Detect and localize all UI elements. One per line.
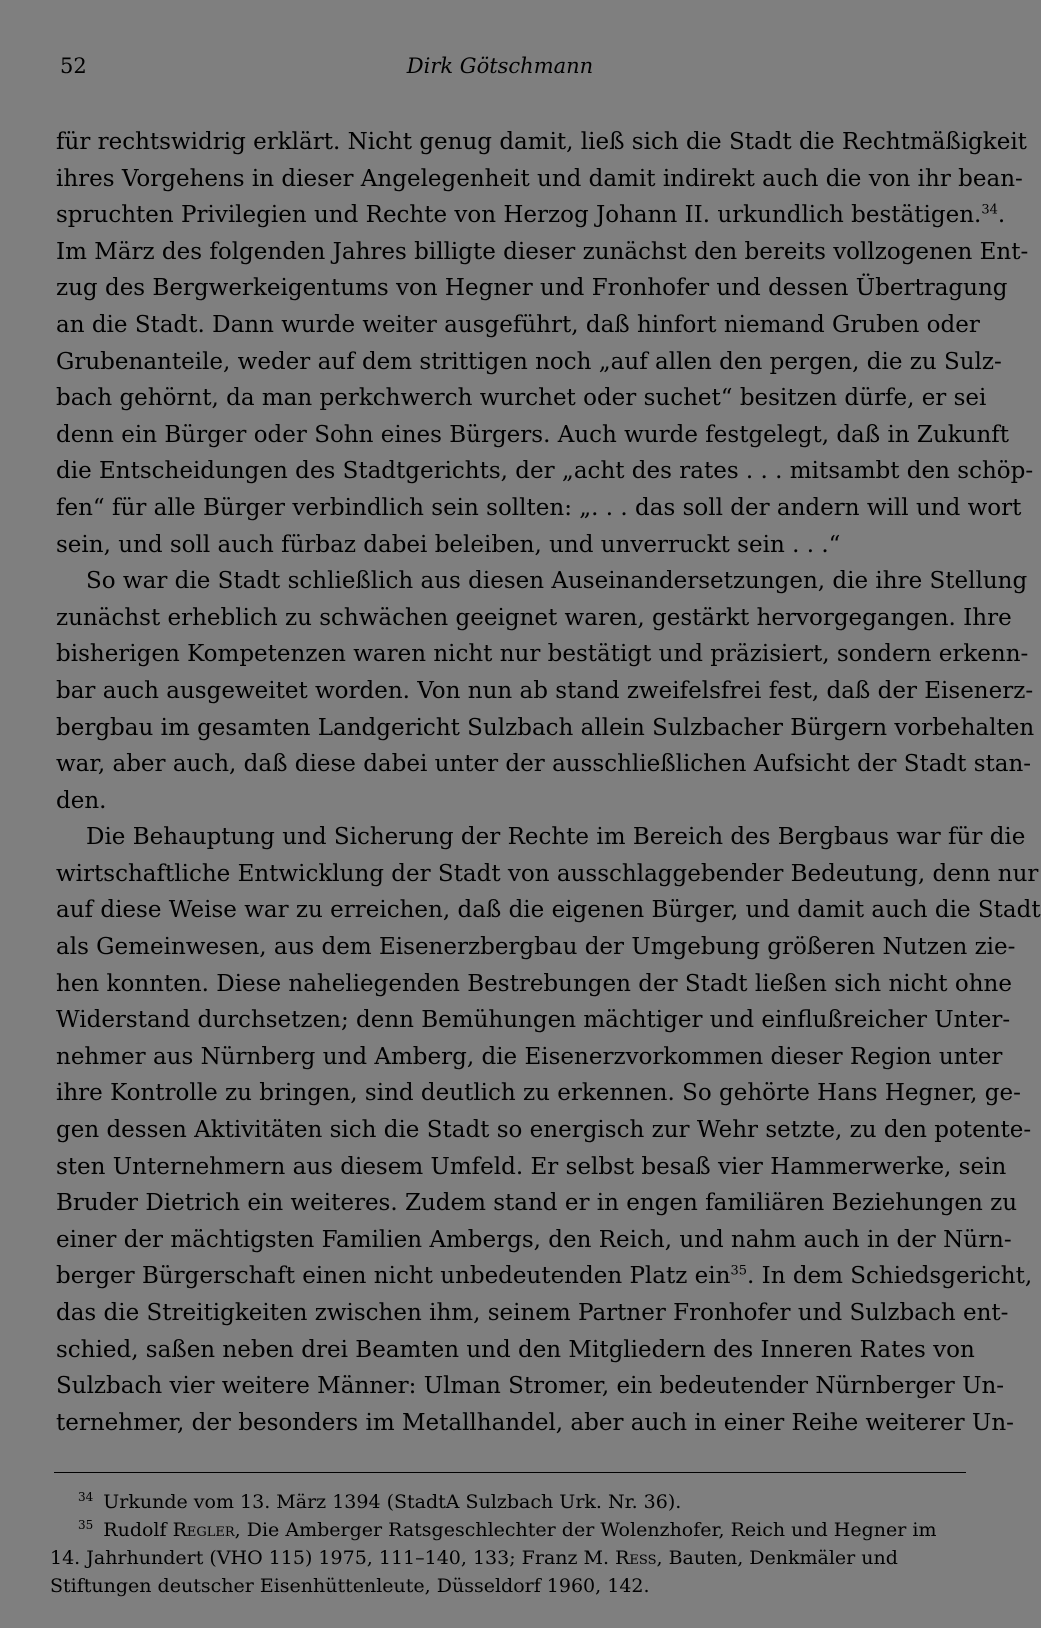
text-line-content: war, aber auch, daß diese dabei unter der ausschließlichen Aufsicht der Stadt stan- <box>56 751 1032 778</box>
text-line <box>56 710 1035 747</box>
text-line <box>56 1075 1021 1112</box>
text-line-continuation: . <box>997 202 1006 229</box>
text-line-content: Bruder Dietrich ein weiteres. Zudem stand er in engen familiären Beziehungen zu <box>56 1190 1018 1217</box>
text-line-content: gen dessen Aktivitäten sich die Stadt so energisch zur Wehr setzte, zu den potente- <box>56 1117 1032 1144</box>
footnote-author-name: Ress <box>615 1547 657 1569</box>
text-line-content: bach gehörnt, da man perkchwerch wurchet oder suchet“ besitzen dürfe, er sei <box>56 385 987 412</box>
text-line <box>56 929 1016 966</box>
text-line-content: wirtschaftliche Entwicklung der Stadt von ausschlaggebender Bedeutung, denn nur <box>56 860 1039 887</box>
footnote-text: , Die Amberger Ratsgeschlechter der Wolenzhofer, Reich und Hegner im <box>234 1519 937 1541</box>
text-line-content: sein, und soll auch fürbaz dabei beleiben, und unverruckt sein . . .“ <box>56 531 841 558</box>
text-line-content: das die Streitigkeiten zwischen ihm, seinem Partner Fronhofer und Sulzbach ent- <box>56 1300 1009 1326</box>
footnote-author-name: Regler <box>172 1519 235 1541</box>
text-line-content: Widerstand durchsetzen; denn Bemühungen mächtiger und einflußreicher Unter- <box>56 1007 1011 1034</box>
text-line-content: fen“ für alle Bürger verbindlich sein sollten: „. . . das soll der andern will und wort <box>56 494 1022 521</box>
text-line-content: sten Unternehmern aus diesem Umfeld. Er selbst besaß vier Hammerwerke, sein <box>56 1153 1007 1180</box>
text-line-content: als Gemeinwesen, aus dem Eisenerzbergbau der Umgebung größeren Nutzen zie- <box>56 934 1016 961</box>
text-line <box>56 1112 1032 1149</box>
text-line <box>56 600 1012 637</box>
text-line <box>56 1222 1012 1259</box>
footnote-35-continued <box>50 1544 970 1572</box>
text-line-content: Im März des folgenden Jahres billigte dieser zunächst den bereits vollzogenen Ent- <box>56 238 1029 265</box>
text-line-content: auf diese Weise war zu erreichen, daß die eigenen Bürger, und damit auch die Stadt <box>56 897 1041 924</box>
text-line <box>56 1332 975 1369</box>
footnote-reference: 35 <box>730 1263 747 1279</box>
text-line-content: ihres Vorgehens in dieser Angelegenheit und damit indirekt auch die von ihr bean- <box>56 165 1023 192</box>
text-line <box>56 1295 1009 1332</box>
text-line <box>56 344 1002 381</box>
text-line <box>56 490 1022 527</box>
text-line-content: für rechtswidrig erklärt. Nicht genug damit, ließ sich die Stadt die Rechtmäßigkeit <box>56 129 1027 155</box>
text-line <box>56 1002 1011 1039</box>
footnote-mark: 35 <box>78 1517 94 1532</box>
running-head-author: Dirk Götschmann <box>406 54 594 78</box>
footnote-35-continued <box>50 1572 970 1600</box>
text-line-content: So war die Stadt schließlich aus diesen Auseinandersetzungen, die ihre Stellung <box>86 568 1028 595</box>
text-line-content: Sulzbach vier weitere Männer: Ulman Stromer, ein bedeutender Nürnberger Un- <box>56 1373 1005 1400</box>
footnote-separator <box>54 1472 966 1473</box>
text-line <box>56 527 970 564</box>
text-line <box>56 1405 1014 1442</box>
text-line-content: nehmer aus Nürnberg und Amberg, die Eisenerzvorkommen dieser Region unter <box>56 1043 1003 1070</box>
text-line-content: an die Stadt. Dann wurde weiter ausgeführt, daß hinfort niemand Gruben oder <box>56 311 980 338</box>
text-line-content: ternehmer, der besonders im Metallhandel, aber auch in einer Reihe weiterer Un- <box>56 1409 1014 1436</box>
footnotes <box>50 1488 970 1600</box>
text-line-content: ihre Kontrolle zu bringen, sind deutlich zu erkennen. So gehörte Hans Hegner, ge- <box>56 1080 1021 1107</box>
text-line-content: die Entscheidungen des Stadtgerichts, der „acht des rates . . . mitsambt den schöp- <box>56 458 1034 485</box>
text-line <box>56 417 1010 454</box>
text-line <box>56 453 1034 490</box>
text-line <box>56 1149 1007 1186</box>
text-line-content: hen konnten. Diese naheliegenden Bestrebungen der Stadt ließen sich nicht ohne <box>56 970 1012 997</box>
text-line <box>56 636 1029 673</box>
footnote-35 <box>50 1516 970 1544</box>
text-line <box>56 1258 1033 1295</box>
text-line-content: spruchten Privilegien und Rechte von Herzog Johann II. urkundlich bestätigen. <box>56 202 982 229</box>
footnote-text: 14. Jahrhundert (VHO 115) 1975, 111–140, 133; Franz M. <box>50 1547 616 1569</box>
text-line-content: schied, saßen neben drei Beamten und den Mitgliedern des Inneren Rates von <box>56 1336 975 1363</box>
text-line-content: einer der mächtigsten Familien Ambergs, den Reich, und nahm auch in der Nürn- <box>56 1226 1012 1253</box>
text-line <box>56 746 1032 783</box>
text-line <box>56 234 1029 271</box>
text-line <box>56 380 987 417</box>
text-line-content: Grubenanteile, weder auf dem strittigen noch „auf allen den pergen, die zu Sulz- <box>56 348 1002 375</box>
text-line <box>56 124 1027 161</box>
text-line <box>56 673 1034 710</box>
page-header <box>60 54 940 84</box>
text-line-content: bisherigen Kompetenzen waren nicht nur bestätigt und präzisiert, sondern erkenn- <box>56 641 1029 668</box>
text-line <box>56 1039 1003 1076</box>
text-line-continuation: . In dem Schiedsgericht, <box>747 1263 1033 1290</box>
text-line <box>56 783 970 820</box>
footnote-34 <box>50 1488 970 1516</box>
body-text <box>56 124 1041 1441</box>
text-line <box>56 892 1041 929</box>
text-line-content: zug des Bergwerkeigentums von Hegner und Fronhofer und dessen Übertragung <box>56 275 1008 302</box>
text-line-content: berger Bürgerschaft einen nicht unbedeutenden Platz ein <box>56 1263 731 1290</box>
text-line <box>56 819 1026 856</box>
page-number: 52 <box>60 54 87 78</box>
text-line <box>56 966 1012 1003</box>
footnote-text: Rudolf <box>103 1519 173 1541</box>
text-line-content: bar auch ausgeweitet worden. Von nun ab stand zweifelsfrei fest, daß der Eisenerz- <box>56 677 1034 704</box>
text-line <box>56 563 1028 600</box>
text-line <box>56 270 1008 307</box>
footnote-text: Stiftungen deutscher Eisenhüttenleute, Düsseldorf 1960, 142. <box>50 1575 650 1597</box>
footnote-text: , Bauten, Denkmäler und <box>656 1547 898 1569</box>
text-line <box>56 1368 1005 1405</box>
text-line <box>56 1185 1018 1222</box>
text-line <box>56 856 1039 893</box>
text-line <box>56 161 1023 198</box>
text-line-content: zunächst erheblich zu schwächen geeignet waren, gestärkt hervorgegangen. Ihre <box>56 604 1012 631</box>
text-line <box>56 197 1006 234</box>
footnote-text: Urkunde vom 13. März 1394 (StadtA Sulzbach Urk. Nr. 36). <box>103 1491 682 1513</box>
footnote-mark: 34 <box>78 1489 94 1504</box>
text-line-content: Die Behauptung und Sicherung der Rechte im Bereich des Bergbaus war für die <box>86 824 1026 851</box>
text-line <box>56 307 980 344</box>
text-line-content: bergbau im gesamten Landgericht Sulzbach allein Sulzbacher Bürgern vorbehalten <box>56 714 1035 741</box>
footnote-reference: 34 <box>981 202 998 218</box>
text-line-content: den. <box>56 787 107 814</box>
text-line-content: denn ein Bürger oder Sohn eines Bürgers. Auch wurde festgelegt, daß in Zukunft <box>56 421 1010 448</box>
